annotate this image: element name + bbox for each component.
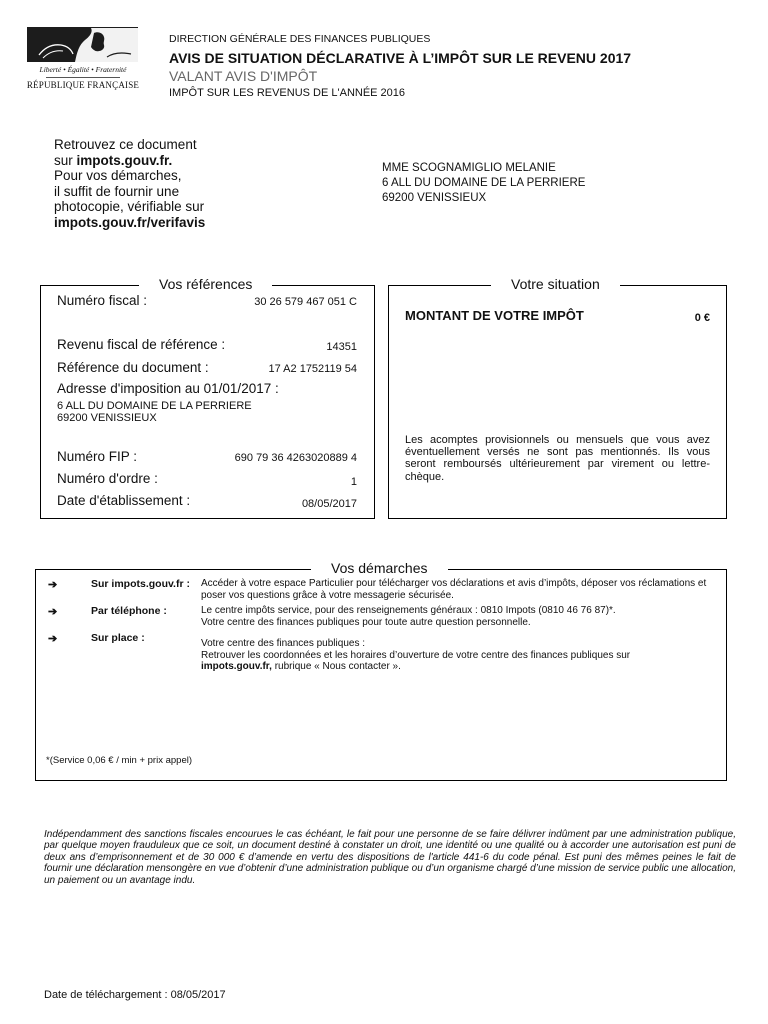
impots-gouv-contact-link[interactable]: impots.gouv.fr, xyxy=(201,661,272,673)
arrow-right-icon: ➔ xyxy=(48,633,58,645)
phone-step-text xyxy=(201,605,711,628)
recipient-street: 6 ALL DU DOMAINE DE LA PERRIERE xyxy=(382,177,586,189)
online-step-text: Accéder à votre espace Particulier pour télécharger vos déclarations et avis d’impôts, déposer vos réclamations et poser vos questions grâce à votre messagerie sécurisée. xyxy=(201,578,707,601)
reference-income-label: Revenu fiscal de référence : xyxy=(57,337,226,352)
tax-number-label: Numéro fiscal : xyxy=(57,293,148,308)
phone-step-label: Par téléphone : xyxy=(91,605,167,617)
retrieve-line-4: il suffit de fournir une xyxy=(54,183,180,199)
retrieve-line-1: Retrouvez ce document xyxy=(54,137,197,152)
installments-note: Les acomptes provisionnels ou mensuels que vous avez éventuellement versés ne sont pas mentionnés. Ils vous seront remboursés ultérieurement par virement ou lettre-chèque. xyxy=(405,434,710,483)
arrow-right-icon: ➔ xyxy=(48,579,58,591)
phone-step-line-2: Votre centre des finances publiques pour toute autre question personnelle. xyxy=(201,616,531,628)
tax-address-line-1: 6 ALL DU DOMAINE DE LA PERRIERE xyxy=(57,400,252,412)
onsite-step-line-2: Retrouver les coordonnées et les horaires d’ouverture de votre centre des finances publiques sur xyxy=(201,649,631,661)
tax-amount-value: 0 € xyxy=(694,312,710,324)
marianne-emblem-icon xyxy=(27,27,138,62)
onsite-step-suffix: rubrique « Nous contacter ». xyxy=(271,661,401,673)
impots-gouv-link[interactable]: impots.gouv.fr. xyxy=(76,152,173,168)
online-step-label: Sur impots.gouv.fr : xyxy=(91,578,190,590)
phone-step-line-1: Le centre impôts service, pour des renseignements généraux : 0810 Impots (0810 46 76 87)*. xyxy=(201,605,616,616)
legal-notice: Indépendamment des sanctions fiscales encourues le cas échéant, le fait pour une personne de se faire délivrer indûment par une administration publique, par quelque moyen frauduleux que ce soit, un document destiné à constater un droit, une identité ou une qualité ou à accorder une autorisation est puni de deux ans d’emprisonnement et de 30 000 € d’amende en vertu des dispositions de l'article 441-6 du code pénal. Est puni des mêmes peines le fait de fournir une déclaration mensongère en vue d’obtenir d’une administration publique ou d’un organisme chargé d’une mission de service public une allocation, un paiement ou un avantage indu. xyxy=(44,829,736,886)
issue-date-value: 08/05/2017 xyxy=(301,498,357,510)
steps-box xyxy=(35,560,727,781)
retrieve-line-2 xyxy=(54,153,205,169)
situation-title: Votre situation xyxy=(491,276,620,292)
republic-motto: Liberté • Égalité • Fraternité xyxy=(39,65,127,74)
logo-divider xyxy=(46,77,120,78)
document-title: AVIS DE SITUATION DÉCLARATIVE À L’IMPÔT SUR LE REVENU 2017 xyxy=(169,50,632,66)
references-box xyxy=(40,276,375,519)
republique-francaise-logo xyxy=(24,27,142,99)
retrieve-line-2-prefix: sur xyxy=(54,152,77,168)
onsite-step-text xyxy=(201,638,711,673)
issuing-direction: DIRECTION GÉNÉRALE DES FINANCES PUBLIQUES xyxy=(169,33,431,45)
tax-number-value: 30 26 579 467 051 C xyxy=(254,296,357,308)
onsite-step-label: Sur place : xyxy=(91,632,145,644)
order-number-value: 1 xyxy=(350,476,357,488)
reference-income-value: 14351 xyxy=(326,341,357,353)
recipient-name: MME SCOGNAMIGLIO MELANIE xyxy=(382,162,556,174)
fip-label: Numéro FIP : xyxy=(57,449,138,464)
tax-address-label: Adresse d'imposition au 01/01/2017 : xyxy=(57,381,279,396)
tax-address-line-2: 69200 VENISSIEUX xyxy=(57,412,157,424)
retrieve-document-info xyxy=(54,137,205,230)
service-cost-footnote: *(Service 0,06 € / min + prix appel) xyxy=(46,755,192,766)
document-subtitle: VALANT AVIS D'IMPÔT xyxy=(169,68,318,84)
retrieve-line-3: Pour vos démarches, xyxy=(54,168,182,183)
references-title: Vos références xyxy=(139,276,272,292)
onsite-step-line-1: Votre centre des finances publiques : xyxy=(201,638,365,649)
onsite-step-line-3 xyxy=(201,661,711,673)
steps-title: Vos démarches xyxy=(311,560,448,576)
recipient-city: 69200 VENISSIEUX xyxy=(382,192,487,204)
situation-box xyxy=(388,276,727,519)
tax-amount-label: MONTANT DE VOTRE IMPÔT xyxy=(405,308,584,323)
recipient-address xyxy=(382,161,585,206)
income-year: IMPÔT SUR LES REVENUS DE L'ANNÉE 2016 xyxy=(169,87,406,99)
verifavis-link[interactable]: impots.gouv.fr/verifavis xyxy=(54,214,206,230)
republic-name: RÉPUBLIQUE FRANÇAISE xyxy=(26,80,140,90)
retrieve-line-5: photocopie, vérifiable sur xyxy=(54,199,205,214)
document-ref-label: Référence du document : xyxy=(57,360,209,375)
issue-date-label: Date d'établissement : xyxy=(57,493,191,508)
order-number-label: Numéro d'ordre : xyxy=(57,471,158,486)
document-ref-value: 17 A2 1752119 54 xyxy=(268,363,357,375)
fip-value: 690 79 36 4263020889 4 xyxy=(234,452,357,464)
download-date: Date de téléchargement : 08/05/2017 xyxy=(44,989,226,1001)
arrow-right-icon: ➔ xyxy=(48,606,58,618)
